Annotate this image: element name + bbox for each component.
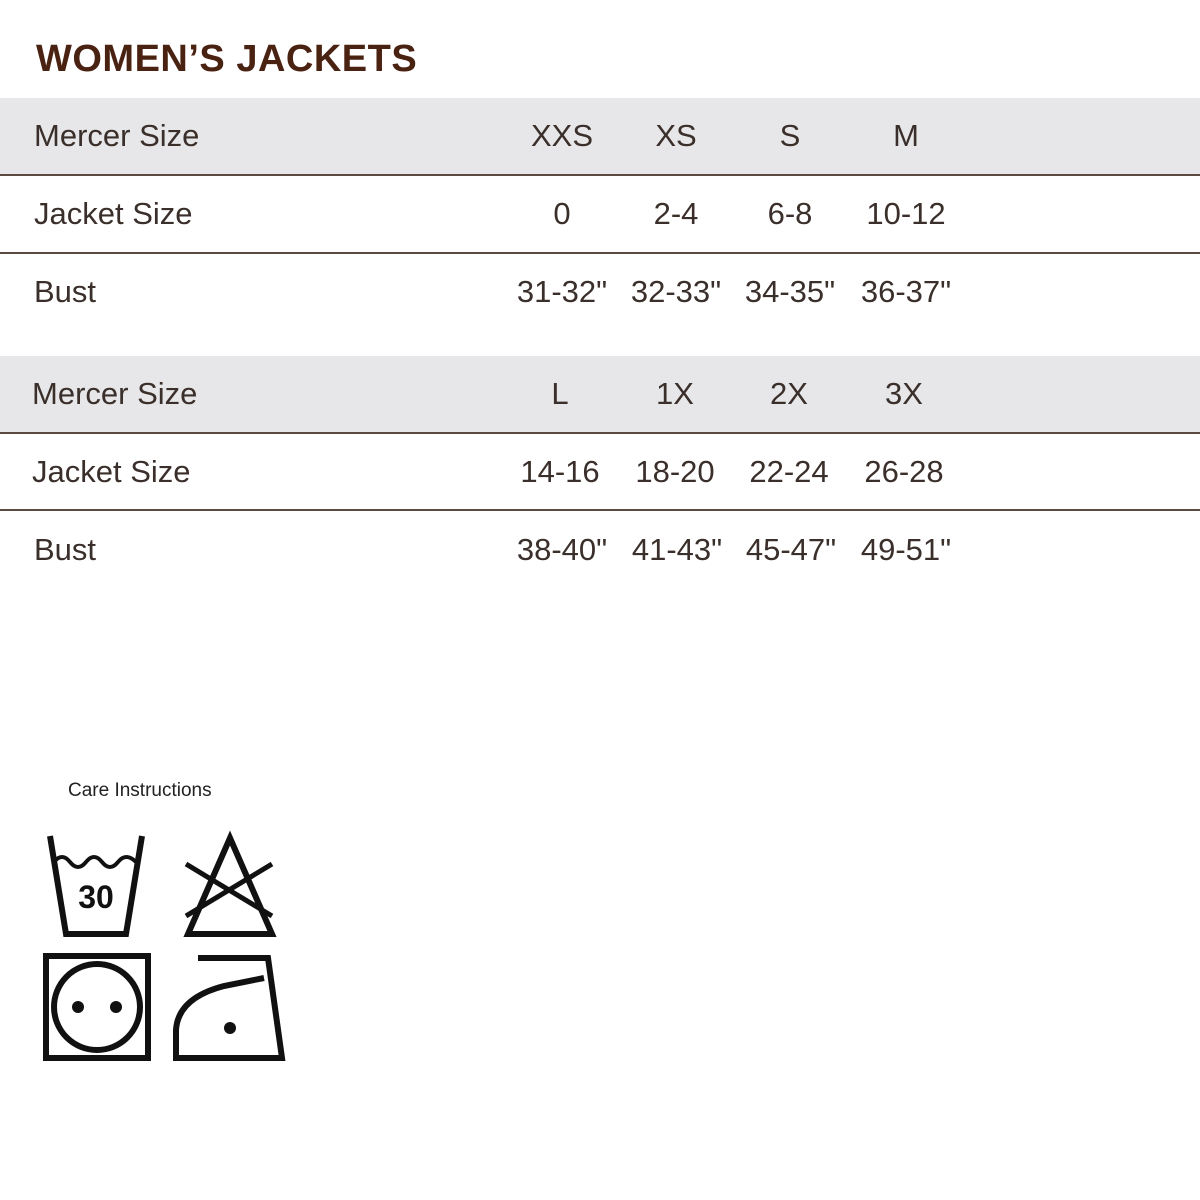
cell: L (551, 376, 569, 411)
no-bleach-icon (180, 830, 280, 940)
table-row-bust (0, 254, 1200, 330)
table-row-bust (0, 512, 1200, 588)
row-divider (0, 509, 1200, 511)
cell: XXS (530, 118, 594, 153)
wash-30-icon (44, 830, 150, 940)
cell: 2-4 (653, 196, 699, 231)
cell: 36-37" (860, 274, 952, 309)
cell: 10-12 (866, 196, 946, 231)
table-row-jacket-size (0, 434, 1200, 510)
row-label: Jacket Size (32, 454, 191, 489)
cell: 22-24 (749, 454, 829, 489)
cell: 45-47" (745, 532, 837, 567)
page-title: WOMEN’S JACKETS (36, 38, 418, 80)
cell: 2X (770, 376, 808, 411)
cell: 6-8 (767, 196, 813, 231)
row-label: Bust (34, 532, 97, 567)
cell: 18-20 (635, 454, 715, 489)
cell: M (893, 118, 919, 153)
cell: 41-43" (631, 532, 723, 567)
cell: 31-32" (516, 274, 608, 309)
cell: 26-28 (864, 454, 944, 489)
cell: 3X (885, 376, 923, 411)
cell: 0 (553, 196, 571, 231)
cell: 14-16 (520, 454, 600, 489)
row-label: Mercer Size (34, 118, 200, 153)
cell: 34-35" (744, 274, 836, 309)
table-row-mercer-size (0, 98, 1200, 174)
tumble-dry-icon (40, 950, 154, 1064)
wash-temp-label: 30 (78, 879, 114, 915)
cell: 32-33" (630, 274, 722, 309)
cell: S (779, 118, 801, 153)
cell: XS (655, 118, 697, 153)
cell: 38-40" (516, 532, 608, 567)
table-row-mercer-size (0, 356, 1200, 432)
care-title: Care Instructions (68, 780, 212, 801)
iron-low-icon (168, 950, 292, 1064)
row-label: Mercer Size (32, 376, 198, 411)
row-label: Jacket Size (34, 196, 193, 231)
row-label: Bust (34, 274, 97, 309)
cell: 1X (656, 376, 694, 411)
cell: 49-51" (860, 532, 952, 567)
table-row-jacket-size (0, 176, 1200, 252)
